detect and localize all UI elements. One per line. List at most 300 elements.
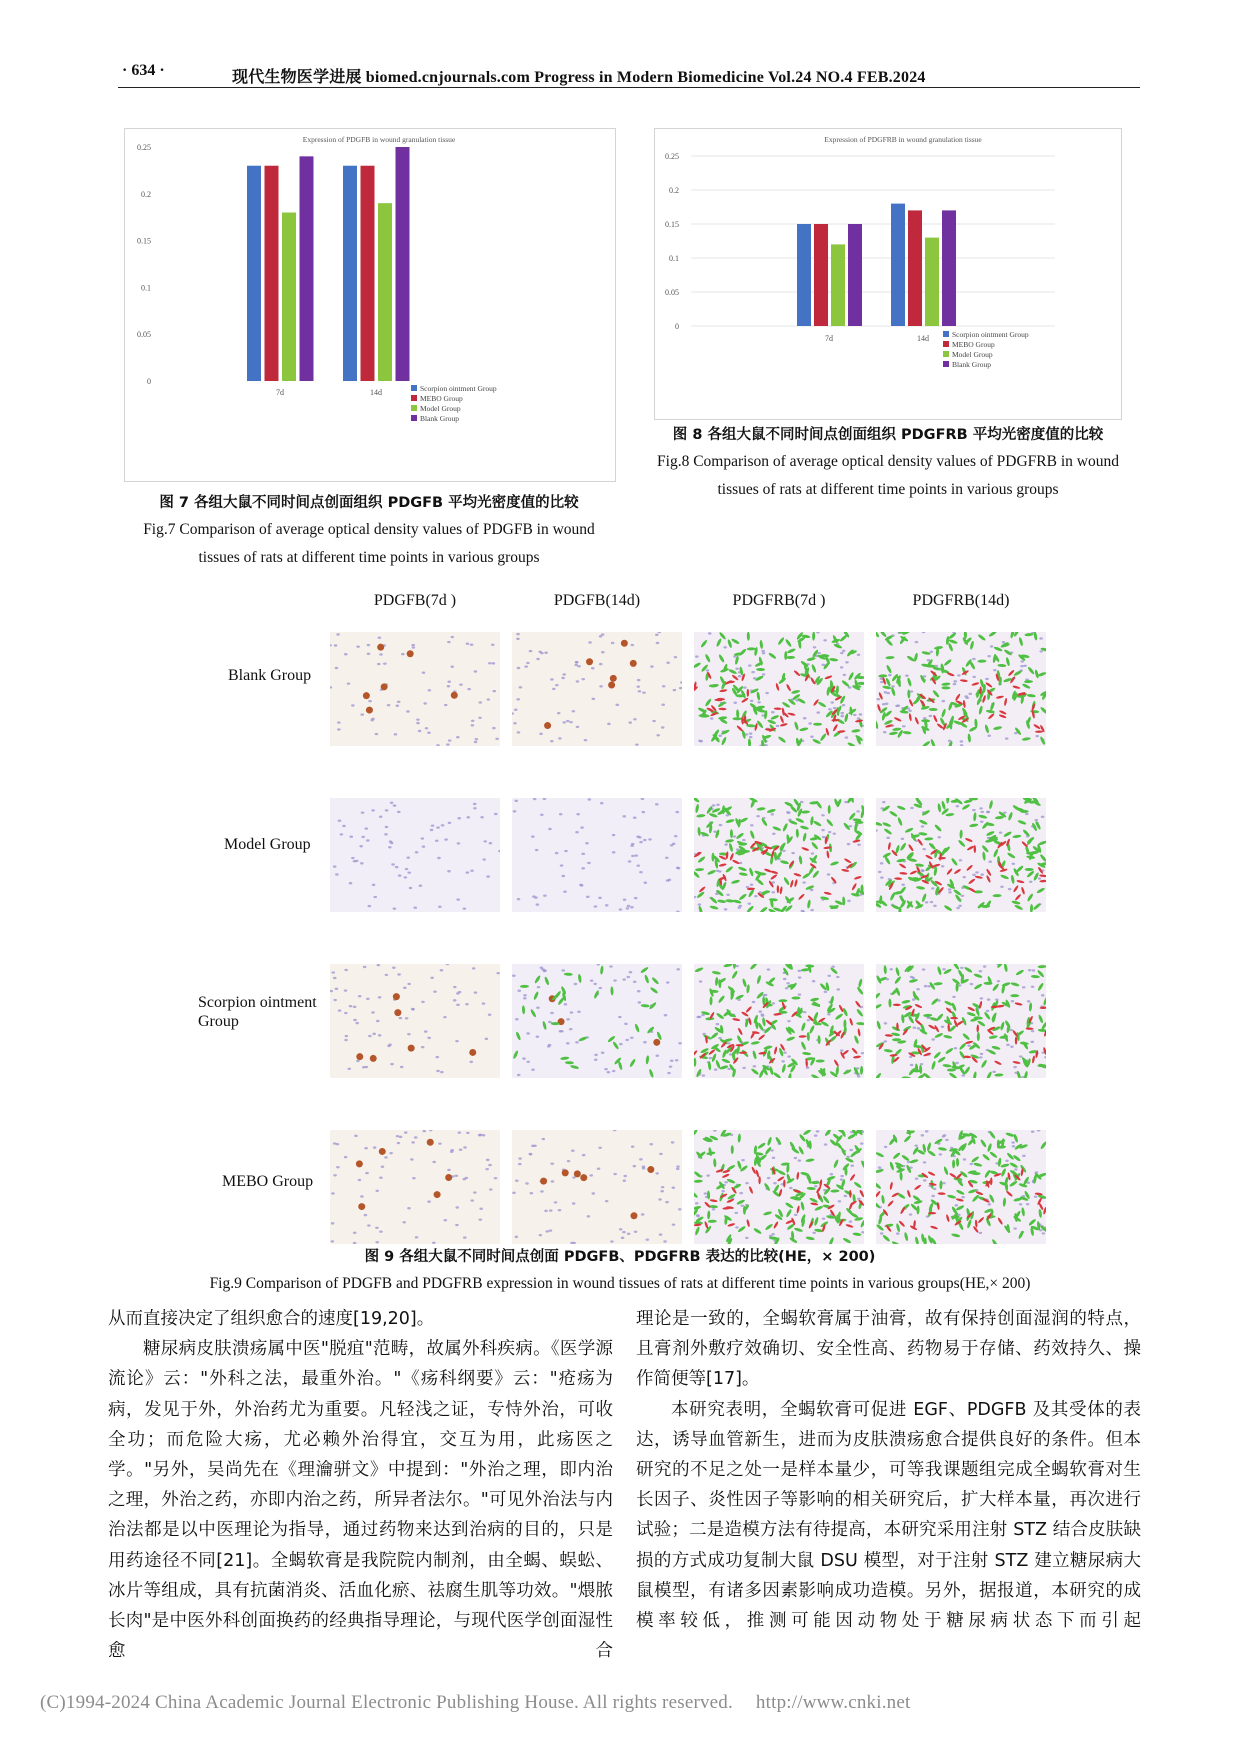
cell-nucleus bbox=[677, 867, 681, 869]
cell-nucleus bbox=[630, 644, 634, 646]
cell-nucleus bbox=[393, 907, 397, 909]
cell-nucleus bbox=[558, 737, 562, 739]
cell-nucleus bbox=[756, 815, 760, 817]
chart-title: Expression of PDGFB in wound granulation tissue bbox=[302, 135, 456, 144]
cell-nucleus bbox=[915, 1177, 919, 1179]
cell-nucleus bbox=[524, 665, 528, 667]
cell-nucleus bbox=[623, 1175, 627, 1177]
histology-image bbox=[876, 798, 1046, 912]
cell-nucleus bbox=[955, 1062, 959, 1064]
cell-nucleus bbox=[455, 1040, 459, 1042]
cell-nucleus bbox=[706, 669, 710, 671]
cell-nucleus bbox=[953, 683, 957, 685]
cell-nucleus bbox=[435, 1056, 439, 1058]
cell-nucleus bbox=[544, 652, 548, 654]
cell-nucleus bbox=[466, 642, 470, 644]
cell-nucleus bbox=[450, 666, 454, 668]
cell-nucleus bbox=[450, 1151, 454, 1153]
cell-nucleus bbox=[333, 977, 337, 979]
cell-nucleus bbox=[807, 1019, 811, 1021]
cell-nucleus bbox=[397, 701, 401, 703]
cell-nucleus bbox=[1027, 1000, 1031, 1002]
cell-nucleus bbox=[857, 1198, 861, 1200]
stained-cell bbox=[434, 1191, 441, 1198]
cell-nucleus bbox=[921, 825, 925, 827]
cell-nucleus bbox=[536, 1036, 540, 1038]
cell-nucleus bbox=[678, 1042, 682, 1044]
cell-nucleus bbox=[709, 1057, 713, 1059]
fig9-image-grid bbox=[190, 592, 1090, 1242]
cell-nucleus bbox=[422, 845, 426, 847]
cell-nucleus bbox=[590, 979, 594, 981]
cell-nucleus bbox=[959, 859, 963, 861]
histology-image bbox=[876, 1130, 1046, 1244]
cell-nucleus bbox=[458, 991, 462, 993]
histology-image bbox=[694, 1130, 864, 1244]
cell-nucleus bbox=[880, 681, 884, 683]
cell-nucleus bbox=[714, 1068, 718, 1070]
cell-nucleus bbox=[884, 691, 888, 693]
cell-nucleus bbox=[574, 983, 578, 985]
cell-nucleus bbox=[409, 887, 413, 889]
cell-nucleus bbox=[945, 1139, 949, 1141]
cell-nucleus bbox=[633, 981, 637, 983]
green-signal bbox=[731, 1145, 734, 1154]
cell-nucleus bbox=[1013, 1066, 1017, 1068]
cell-nucleus bbox=[993, 669, 997, 671]
cell-nucleus bbox=[840, 666, 844, 668]
cell-nucleus bbox=[379, 653, 383, 655]
cell-nucleus bbox=[566, 720, 570, 722]
cell-nucleus bbox=[641, 1213, 645, 1215]
cell-nucleus bbox=[1030, 1041, 1034, 1043]
cell-nucleus bbox=[385, 974, 389, 976]
legend-label: Blank Group bbox=[952, 360, 991, 369]
cell-nucleus bbox=[467, 688, 471, 690]
cell-nucleus bbox=[364, 1214, 368, 1216]
cell-nucleus bbox=[827, 873, 831, 875]
cell-nucleus bbox=[529, 1153, 533, 1155]
cell-nucleus bbox=[1041, 816, 1045, 818]
cell-nucleus bbox=[943, 1134, 947, 1136]
cell-nucleus bbox=[662, 685, 666, 687]
cell-nucleus bbox=[810, 736, 814, 738]
cell-nucleus bbox=[761, 650, 765, 652]
body-paragraph: 从而直接决定了组织愈合的速度[19,20]。 bbox=[108, 1309, 435, 1329]
cell-nucleus bbox=[735, 1226, 739, 1228]
cell-nucleus bbox=[767, 1177, 771, 1179]
cell-nucleus bbox=[1038, 877, 1042, 879]
cell-nucleus bbox=[447, 1169, 451, 1171]
cell-nucleus bbox=[561, 875, 565, 877]
cell-nucleus bbox=[702, 1074, 706, 1076]
cell-nucleus bbox=[708, 632, 712, 634]
cell-nucleus bbox=[639, 871, 643, 873]
cell-nucleus bbox=[674, 656, 678, 658]
cell-nucleus bbox=[794, 1214, 798, 1216]
cell-nucleus bbox=[438, 1142, 442, 1144]
cell-nucleus bbox=[337, 721, 341, 723]
cell-nucleus bbox=[347, 682, 351, 684]
cell-nucleus bbox=[655, 1172, 659, 1174]
cell-nucleus bbox=[353, 1006, 357, 1008]
cell-nucleus bbox=[840, 652, 844, 654]
cell-nucleus bbox=[581, 853, 585, 855]
cell-nucleus bbox=[808, 722, 812, 724]
cell-nucleus bbox=[479, 1134, 483, 1136]
cell-nucleus bbox=[379, 1176, 383, 1178]
cell-nucleus bbox=[637, 990, 641, 992]
body-paragraph: 本研究表明，全蝎软膏可促进 EGF、PDGFB 及其受体的表达，诱导血管新生，进而为皮肤溃疡愈合提供良好的条件。但本研究的不足之处一是样本量少，可等我课题组完成全蝎软膏对生长因子、炎性因子等影响的相关研究后，扩大样本量，再次进行试验；二是造模方法有待提高，本研究采用注射 STZ 结合皮肤缺损的方式成功复制大鼠 DSU 模型，对于注射 STZ 建立糖尿病大鼠模型，有诸多因素影响成功造模。另外，据报道，本研究的成模率较低，推测可能因动物处于糖尿病状态下而引起 bbox=[636, 1399, 1141, 1632]
cell-nucleus bbox=[349, 882, 353, 884]
cell-nucleus bbox=[1014, 1168, 1018, 1170]
cell-nucleus bbox=[733, 835, 737, 837]
cell-nucleus bbox=[594, 1059, 598, 1061]
cell-nucleus bbox=[659, 1233, 663, 1235]
cell-nucleus bbox=[888, 674, 892, 676]
histology-image bbox=[512, 1130, 682, 1244]
stained-cell bbox=[377, 644, 384, 651]
cell-nucleus bbox=[378, 1034, 382, 1036]
stained-cell bbox=[562, 1169, 569, 1176]
cell-nucleus bbox=[961, 1196, 965, 1198]
cell-nucleus bbox=[371, 718, 375, 720]
cell-nucleus bbox=[405, 1017, 409, 1019]
cell-nucleus bbox=[618, 1016, 622, 1018]
cell-nucleus bbox=[517, 667, 521, 669]
stained-cell bbox=[630, 1212, 637, 1219]
cell-nucleus bbox=[828, 831, 832, 833]
stained-cell bbox=[358, 1203, 365, 1210]
red-signal bbox=[928, 1212, 936, 1214]
fig8-chart-svg bbox=[655, 129, 1123, 421]
cell-nucleus bbox=[901, 838, 905, 840]
cell-nucleus bbox=[638, 836, 642, 838]
y-tick-label: 0.05 bbox=[137, 330, 151, 340]
cell-nucleus bbox=[878, 1166, 882, 1168]
cell-nucleus bbox=[988, 1203, 992, 1205]
cell-nucleus bbox=[656, 642, 660, 644]
cell-nucleus bbox=[356, 1060, 360, 1062]
y-tick-label: 0.15 bbox=[137, 236, 151, 246]
cell-nucleus bbox=[655, 803, 659, 805]
cell-nucleus bbox=[525, 1182, 529, 1184]
cell-nucleus bbox=[514, 800, 518, 802]
cell-nucleus bbox=[562, 673, 566, 675]
cell-nucleus bbox=[494, 813, 498, 815]
cell-nucleus bbox=[413, 907, 417, 909]
cell-nucleus bbox=[910, 807, 914, 809]
cell-nucleus bbox=[485, 1168, 489, 1170]
cell-nucleus bbox=[402, 1221, 406, 1223]
cell-nucleus bbox=[562, 721, 566, 723]
cell-nucleus bbox=[591, 667, 595, 669]
cell-nucleus bbox=[897, 705, 901, 707]
cell-nucleus bbox=[390, 802, 394, 804]
cell-nucleus bbox=[798, 1159, 802, 1161]
cell-nucleus bbox=[587, 1215, 591, 1217]
cell-nucleus bbox=[365, 1066, 369, 1068]
cell-nucleus bbox=[440, 969, 444, 971]
bar bbox=[925, 238, 939, 326]
legend-label: Model Group bbox=[420, 404, 461, 413]
cell-nucleus bbox=[368, 1035, 372, 1037]
cell-nucleus bbox=[816, 711, 820, 713]
cell-nucleus bbox=[695, 655, 699, 657]
cell-nucleus bbox=[463, 907, 467, 909]
cell-nucleus bbox=[704, 1192, 708, 1194]
cell-nucleus bbox=[986, 1010, 990, 1012]
cell-nucleus bbox=[751, 671, 755, 673]
cell-nucleus bbox=[347, 1068, 351, 1070]
cell-nucleus bbox=[1008, 888, 1012, 890]
cell-nucleus bbox=[665, 857, 669, 859]
cell-nucleus bbox=[372, 1033, 376, 1035]
cell-nucleus bbox=[718, 870, 722, 872]
cell-nucleus bbox=[561, 969, 565, 971]
cell-nucleus bbox=[964, 695, 968, 697]
cell-nucleus bbox=[735, 668, 739, 670]
cell-nucleus bbox=[659, 1153, 663, 1155]
cell-nucleus bbox=[611, 642, 615, 644]
cell-nucleus bbox=[698, 1016, 702, 1018]
cell-nucleus bbox=[359, 845, 363, 847]
cell-nucleus bbox=[886, 837, 890, 839]
cell-nucleus bbox=[536, 1007, 540, 1009]
cell-nucleus bbox=[999, 831, 1003, 833]
cell-nucleus bbox=[539, 1234, 543, 1236]
cell-nucleus bbox=[570, 1011, 574, 1013]
cell-nucleus bbox=[414, 1136, 418, 1138]
tissue-background bbox=[330, 1130, 500, 1244]
cell-nucleus bbox=[486, 1159, 490, 1161]
bar bbox=[848, 224, 862, 326]
cell-nucleus bbox=[555, 684, 559, 686]
cell-nucleus bbox=[787, 1055, 791, 1057]
cell-nucleus bbox=[549, 1209, 553, 1211]
cell-nucleus bbox=[909, 1213, 913, 1215]
cell-nucleus bbox=[591, 698, 595, 700]
cell-nucleus bbox=[448, 822, 452, 824]
cell-nucleus bbox=[734, 1212, 738, 1214]
cell-nucleus bbox=[456, 898, 460, 900]
cell-nucleus bbox=[337, 728, 341, 730]
cell-nucleus bbox=[453, 986, 457, 988]
cell-nucleus bbox=[564, 850, 568, 852]
cell-nucleus bbox=[752, 1001, 756, 1003]
fig9-row-label: Scorpion ointment Group bbox=[198, 994, 317, 1030]
cell-nucleus bbox=[953, 680, 957, 682]
stained-cell bbox=[370, 1055, 377, 1062]
cell-nucleus bbox=[543, 894, 547, 896]
cell-nucleus bbox=[459, 683, 463, 685]
cell-nucleus bbox=[351, 857, 355, 859]
cell-nucleus bbox=[453, 999, 457, 1001]
cell-nucleus bbox=[373, 896, 377, 898]
y-tick-label: 0.1 bbox=[669, 254, 679, 263]
cell-nucleus bbox=[344, 1156, 348, 1158]
cell-nucleus bbox=[635, 743, 639, 745]
cell-nucleus bbox=[1019, 1055, 1023, 1057]
cell-nucleus bbox=[672, 1187, 676, 1189]
cell-nucleus bbox=[746, 886, 750, 888]
cell-nucleus bbox=[754, 895, 758, 897]
cell-nucleus bbox=[670, 1060, 674, 1062]
cell-nucleus bbox=[1022, 1155, 1026, 1157]
cell-nucleus bbox=[483, 840, 487, 842]
cell-nucleus bbox=[367, 653, 371, 655]
cell-nucleus bbox=[473, 807, 477, 809]
cell-nucleus bbox=[455, 1224, 459, 1226]
cell-nucleus bbox=[566, 1018, 570, 1020]
x-tick-label: 7d bbox=[276, 388, 284, 397]
cell-nucleus bbox=[750, 700, 754, 702]
cell-nucleus bbox=[639, 1158, 643, 1160]
green-signal bbox=[743, 1206, 746, 1215]
cell-nucleus bbox=[331, 1240, 335, 1242]
cell-nucleus bbox=[921, 870, 925, 872]
cell-nucleus bbox=[771, 891, 775, 893]
cell-nucleus bbox=[597, 1168, 601, 1170]
cell-nucleus bbox=[371, 809, 375, 811]
cell-nucleus bbox=[395, 866, 399, 868]
cell-nucleus bbox=[882, 703, 886, 705]
cell-nucleus bbox=[607, 1071, 611, 1073]
cell-nucleus bbox=[658, 1198, 662, 1200]
stained-cell bbox=[653, 1039, 660, 1046]
cell-nucleus bbox=[649, 1143, 653, 1145]
cell-nucleus bbox=[576, 680, 580, 682]
cell-nucleus bbox=[1011, 1141, 1015, 1143]
cell-nucleus bbox=[987, 998, 991, 1000]
tissue-background bbox=[512, 1130, 682, 1244]
cell-nucleus bbox=[824, 1143, 828, 1145]
cell-nucleus bbox=[1035, 735, 1039, 737]
cell-nucleus bbox=[661, 1186, 665, 1188]
cell-nucleus bbox=[364, 827, 368, 829]
cell-nucleus bbox=[563, 891, 567, 893]
cell-nucleus bbox=[642, 1166, 646, 1168]
tissue-background bbox=[330, 632, 500, 746]
cell-nucleus bbox=[883, 731, 887, 733]
cell-nucleus bbox=[781, 1060, 785, 1062]
cell-nucleus bbox=[473, 1191, 477, 1193]
legend-swatch bbox=[411, 385, 417, 391]
histology-image bbox=[512, 798, 682, 912]
cell-nucleus bbox=[421, 1001, 425, 1003]
cell-nucleus bbox=[933, 905, 937, 907]
cell-nucleus bbox=[485, 1038, 489, 1040]
cell-nucleus bbox=[783, 1051, 787, 1053]
cell-nucleus bbox=[479, 1218, 483, 1220]
cell-nucleus bbox=[1026, 1203, 1030, 1205]
cell-nucleus bbox=[699, 980, 703, 982]
copyright-text: (C)1994-2024 China Academic Journal Electronic Publishing House. All rights reserved. bbox=[40, 1692, 733, 1713]
cell-nucleus bbox=[522, 1057, 526, 1059]
cell-nucleus bbox=[548, 828, 552, 830]
cell-nucleus bbox=[360, 713, 364, 715]
cell-nucleus bbox=[375, 733, 379, 735]
cell-nucleus bbox=[787, 1020, 791, 1022]
cell-nucleus bbox=[669, 1065, 673, 1067]
cell-nucleus bbox=[463, 1146, 467, 1148]
cell-nucleus bbox=[757, 701, 761, 703]
cell-nucleus bbox=[636, 685, 640, 687]
cell-nucleus bbox=[789, 1187, 793, 1189]
cell-nucleus bbox=[922, 968, 926, 970]
cell-nucleus bbox=[610, 1240, 614, 1242]
cell-nucleus bbox=[457, 842, 461, 844]
y-tick-label: 0.1 bbox=[141, 283, 151, 293]
cell-nucleus bbox=[771, 1002, 775, 1004]
cell-nucleus bbox=[544, 1210, 548, 1212]
cell-nucleus bbox=[335, 873, 339, 875]
cell-nucleus bbox=[466, 816, 470, 818]
cell-nucleus bbox=[668, 879, 672, 881]
x-tick-label: 7d bbox=[825, 334, 833, 343]
y-tick-label: 0.25 bbox=[665, 152, 679, 161]
cell-nucleus bbox=[349, 1005, 353, 1007]
cell-nucleus bbox=[884, 1022, 888, 1024]
cell-nucleus bbox=[601, 1052, 605, 1054]
cell-nucleus bbox=[853, 714, 857, 716]
cell-nucleus bbox=[921, 1134, 925, 1136]
cell-nucleus bbox=[396, 705, 400, 707]
cell-nucleus bbox=[577, 1011, 581, 1013]
cell-nucleus bbox=[639, 841, 643, 843]
cell-nucleus bbox=[331, 1222, 335, 1224]
cell-nucleus bbox=[333, 1174, 337, 1176]
cell-nucleus bbox=[798, 970, 802, 972]
cell-nucleus bbox=[663, 1240, 667, 1242]
cell-nucleus bbox=[1005, 1160, 1009, 1162]
cell-nucleus bbox=[375, 1241, 379, 1243]
cell-nucleus bbox=[828, 708, 832, 710]
cell-nucleus bbox=[843, 674, 847, 676]
cell-nucleus bbox=[543, 970, 547, 972]
cell-nucleus bbox=[806, 1067, 810, 1069]
cell-nucleus bbox=[333, 865, 337, 867]
cell-nucleus bbox=[1031, 1030, 1035, 1032]
cell-nucleus bbox=[584, 739, 588, 741]
cell-nucleus bbox=[344, 653, 348, 655]
cell-nucleus bbox=[1039, 637, 1043, 639]
cell-nucleus bbox=[526, 1032, 530, 1034]
cell-nucleus bbox=[987, 811, 991, 813]
cell-nucleus bbox=[575, 1041, 579, 1043]
cell-nucleus bbox=[411, 644, 415, 646]
cell-nucleus bbox=[726, 894, 730, 896]
cell-nucleus bbox=[404, 1131, 408, 1133]
cell-nucleus bbox=[534, 896, 538, 898]
cell-nucleus bbox=[634, 1231, 638, 1233]
cell-nucleus bbox=[575, 661, 579, 663]
cell-nucleus bbox=[842, 704, 846, 706]
cell-nucleus bbox=[710, 717, 714, 719]
cell-nucleus bbox=[876, 698, 880, 700]
cell-nucleus bbox=[571, 1150, 575, 1152]
body-left-column bbox=[108, 1304, 613, 1666]
cell-nucleus bbox=[338, 1009, 342, 1011]
cell-nucleus bbox=[674, 835, 678, 837]
cell-nucleus bbox=[412, 646, 416, 648]
fig9-column-header: PDGFRB(7d ) bbox=[732, 592, 826, 609]
cell-nucleus bbox=[622, 1180, 626, 1182]
cell-nucleus bbox=[615, 704, 619, 706]
cell-nucleus bbox=[702, 1033, 706, 1035]
cell-nucleus bbox=[698, 903, 702, 905]
cell-nucleus bbox=[558, 1209, 562, 1211]
